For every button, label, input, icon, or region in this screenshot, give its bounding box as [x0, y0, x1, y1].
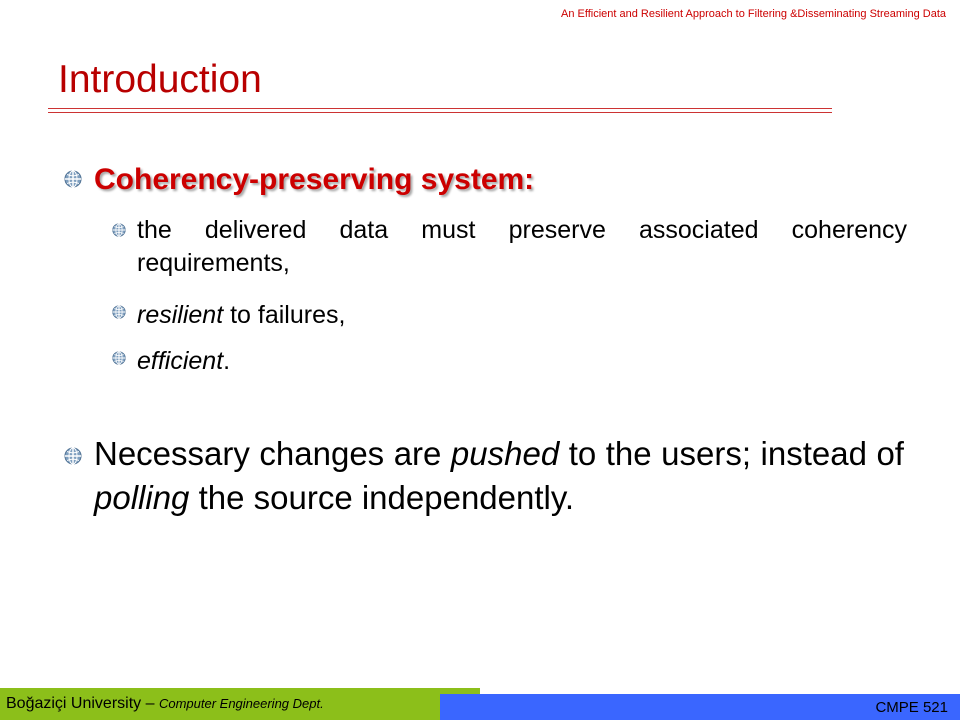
slide-title: Introduction [58, 58, 262, 101]
text-part: Necessary changes are [94, 435, 451, 472]
bullet-push-vs-poll [94, 432, 904, 520]
sub-bullet-resilient [137, 299, 907, 332]
globe-bullet-icon [112, 351, 126, 365]
bullet-heading: Coherency-preserving system: [94, 163, 535, 196]
text-part: to the users; instead of [559, 435, 904, 472]
emphasis-pushed: pushed [450, 435, 560, 472]
globe-bullet-icon [64, 170, 82, 188]
emphasis-polling: polling [94, 479, 190, 516]
university-name: Boğaziçi University – [6, 695, 159, 712]
sub-bullet-resilient-text: to failures, [223, 301, 346, 329]
sub-bullet-coherency: the delivered data must preserve associated coherency requirements, [137, 216, 907, 277]
title-underline [48, 108, 832, 113]
globe-bullet-icon [112, 305, 126, 319]
department-name: Computer Engineering Dept. [158, 696, 324, 711]
text-part: the source independently. [189, 479, 575, 516]
presentation-title: An Efficient and Resilient Approach to Filtering &Disseminating Streaming Data [561, 8, 946, 20]
emphasis-efficient: efficient [137, 347, 224, 375]
course-code: CMPE 521 [875, 699, 948, 716]
globe-bullet-icon [112, 223, 126, 237]
globe-bullet-icon [64, 447, 82, 465]
sub-bullet-efficient [137, 345, 907, 378]
footer-university [6, 695, 324, 713]
emphasis-resilient: resilient [137, 301, 224, 329]
sub-bullet-efficient-text: . [223, 347, 231, 375]
